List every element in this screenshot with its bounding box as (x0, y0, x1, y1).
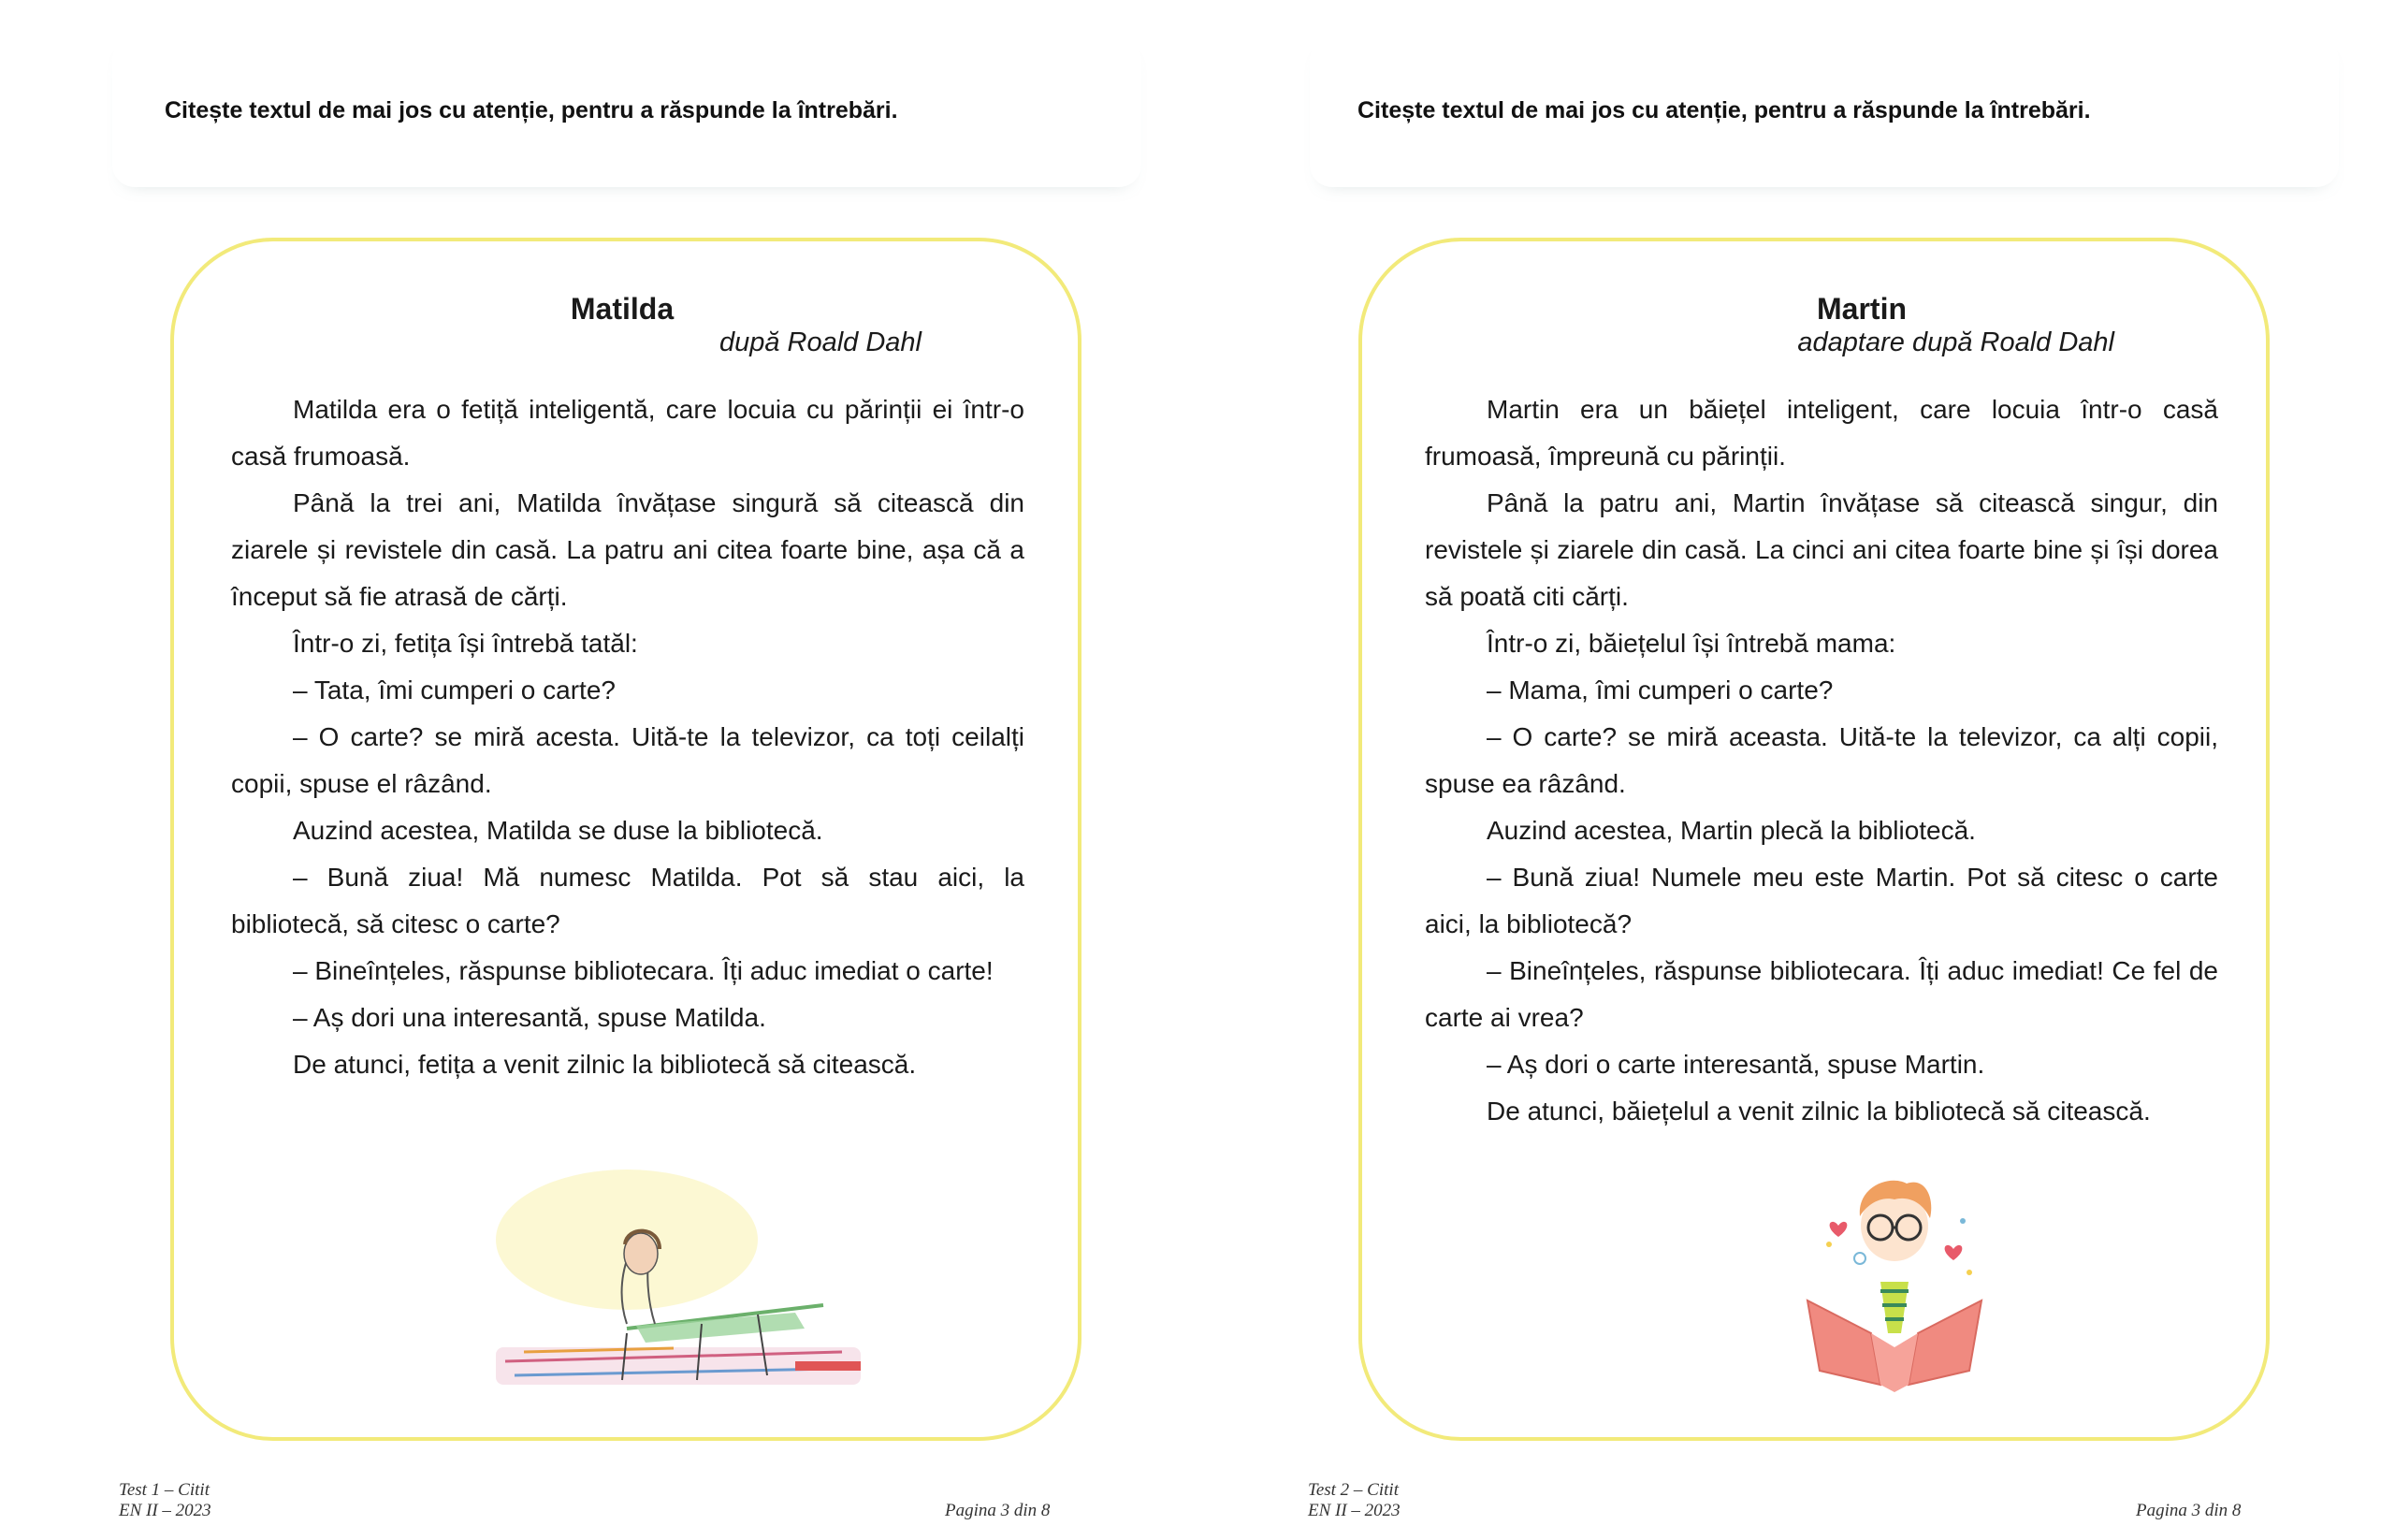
instruction-text: Citește textul de mai jos cu atenție, pentru a răspunde la întrebări. (165, 97, 898, 123)
story-text (231, 386, 1024, 1088)
story-author: adaptare după Roald Dahl (1797, 327, 2114, 357)
instruction-text: Citește textul de mai jos cu atenție, pentru a răspunde la întrebări. (1357, 97, 2091, 123)
paragraph: Matilda era o fetiță inteligentă, care locuia cu părinții ei într-o casă frumoasă. (231, 395, 1024, 471)
paragraph: – Bună ziua! Mă numesc Matilda. Pot să stau aici, la bibliotecă, să citesc o carte? (231, 863, 1024, 938)
story-title: Matilda (570, 292, 675, 326)
footer-test-name: Test 2 – Citit (1308, 1480, 1399, 1500)
paragraph: – Aș dori una interesantă, spuse Matilda. (293, 1003, 766, 1032)
story-text (1425, 386, 2218, 1135)
paragraph: Până la trei ani, Matilda învățase singură să citească din ziarele și revistele din casă. La patru ani citea foarte bine, așa că a început să fie atrasă de cărți. (231, 488, 1024, 611)
paragraph: – Bineînțeles, răspunse bibliotecara. Îți aduc imediat o carte! (293, 956, 994, 985)
page-number: Pagina 3 din 8 (2136, 1501, 2242, 1520)
paragraph: – Aș dori o carte interesantă, spuse Martin. (1487, 1050, 1985, 1079)
footer-test-info (119, 1480, 211, 1521)
story-author: după Roald Dahl (718, 327, 922, 357)
girl-reading-at-desk-illustration (486, 1165, 870, 1399)
paragraph: De atunci, fetița a venit zilnic la bibliotecă să citească. (293, 1050, 917, 1079)
paragraph: Auzind acestea, Martin plecă la bibliotecă. (1487, 816, 1976, 845)
page-test-2 (1198, 0, 2395, 1540)
paragraph: Într-o zi, fetița își întrebă tatăl: (293, 629, 638, 658)
paragraph: – O carte? se miră acesta. Uită-te la televizor, ca toți ceilalți copii, spuse el râzând. (231, 722, 1024, 798)
paragraph: – Bună ziua! Numele meu este Martin. Pot să citesc o carte aici, la bibliotecă? (1425, 863, 2218, 938)
paragraph: – Bineînțeles, răspunse bibliotecara. Îți aduc imediat! Ce fel de carte ai vrea? (1425, 956, 2218, 1032)
paragraph: Într-o zi, băiețelul își întrebă mama: (1487, 629, 1896, 658)
paragraph: – Tata, îmi cumperi o carte? (293, 676, 616, 705)
footer-test-name: Test 1 – Citit (119, 1480, 210, 1500)
paragraph: Auzind acestea, Matilda se duse la bibliotecă. (293, 816, 823, 845)
paragraph: – Mama, îmi cumperi o carte? (1487, 676, 1834, 705)
boy-with-open-book-illustration (1740, 1170, 2049, 1403)
paragraph: Martin era un băiețel inteligent, care locuia într-o casă frumoasă, împreună cu părinții. (1425, 395, 2218, 471)
footer-exam-name: EN II – 2023 (119, 1501, 211, 1520)
story-title: Martin (1817, 292, 1907, 326)
footer-test-info (1308, 1480, 1401, 1521)
paragraph: De atunci, băiețelul a venit zilnic la bibliotecă să citească. (1487, 1097, 2151, 1126)
paragraph: – O carte? se miră aceasta. Uită-te la televizor, ca alți copii, spuse ea râzând. (1425, 722, 2218, 798)
page-number: Pagina 3 din 8 (945, 1501, 1051, 1520)
paragraph: Până la patru ani, Martin învățase să citească singur, din revistele și ziarele din casă. La cinci ani citea foarte bine și își dorea să poată citi cărți. (1425, 488, 2218, 611)
footer-exam-name: EN II – 2023 (1308, 1501, 1401, 1520)
